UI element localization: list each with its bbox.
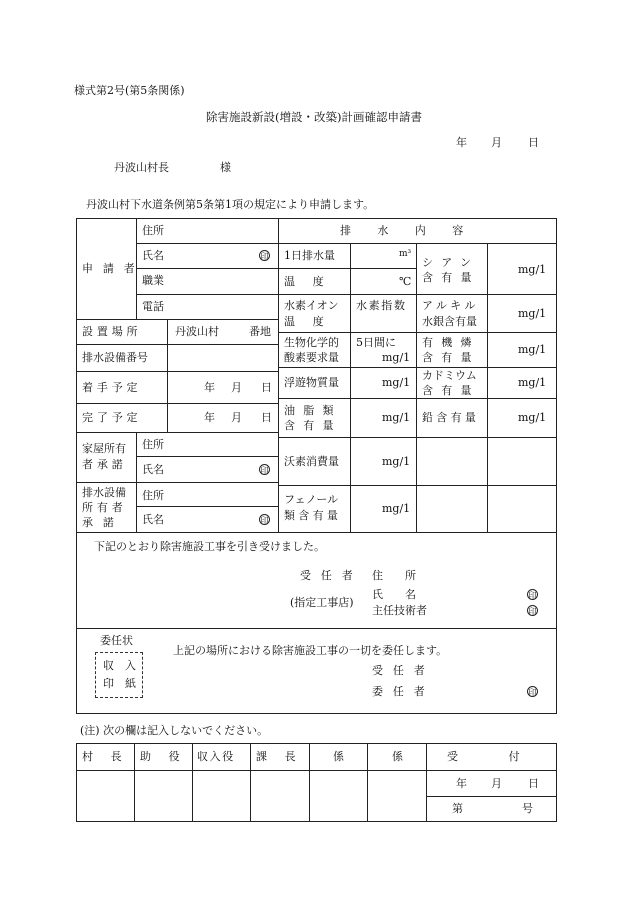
proxy-statement: 上記の場所における除害施設工事の一切を委任します。: [173, 644, 448, 657]
finish-month: 月: [231, 411, 242, 424]
phenol-label-2: 類含有量: [284, 509, 342, 522]
applicant-seal-icon: 印: [260, 252, 269, 261]
temperature-label: 温度: [284, 275, 342, 288]
house-owner-address-label: 住所: [142, 438, 164, 451]
contractor-receiver-label: 受任者: [300, 569, 363, 582]
cad-unit: mg/1: [518, 376, 547, 389]
reception-year: 年: [456, 777, 467, 790]
reception-month: 月: [491, 777, 502, 790]
revenue-stamp-label-2: 印紙: [103, 677, 147, 690]
phos-label-1: 有機燐: [422, 336, 480, 349]
start-label: 着手予定: [82, 381, 142, 394]
ph-label-2: 温度: [284, 315, 342, 328]
delegator-seal-icon: 印: [528, 688, 537, 697]
house-owner-name-label: 氏名: [142, 463, 164, 476]
alkyl-label-1: アルキル: [422, 299, 479, 312]
finish-year: 年: [204, 411, 215, 424]
equip-owner-address-label: 住所: [142, 489, 164, 502]
equipment-number-label: 排水設備番号: [82, 351, 148, 364]
applicant-occupation-label: 職業: [142, 274, 164, 287]
phos-unit: mg/1: [518, 343, 547, 356]
oil-label-2: 含有量: [284, 419, 342, 432]
start-month: 月: [231, 381, 242, 394]
oil-label-1: 油脂類: [284, 404, 342, 417]
lead-label: 鉛含有量: [422, 411, 480, 424]
cad-label-1: カドミウム: [422, 369, 477, 382]
reception-number-suffix: 号: [522, 802, 533, 815]
proxy-receiver-label: 受任者: [372, 664, 435, 677]
daily-volume-unit: m³: [399, 249, 412, 259]
start-year: 年: [204, 381, 215, 394]
ss-label: 浮遊物質量: [284, 376, 339, 389]
applicant-address-label: 住所: [142, 224, 164, 237]
location-label: 設置場所: [82, 325, 142, 338]
header-day: 日: [528, 136, 539, 149]
bod-label-2: 酸素要求量: [284, 351, 339, 364]
header-month: 月: [491, 136, 502, 149]
office-header-staff-2: 係: [392, 750, 403, 763]
office-header-staff-1: 係: [333, 750, 344, 763]
equip-owner-label-1: 排水設備: [82, 486, 126, 499]
equip-owner-label-2: 所有者: [82, 501, 127, 514]
phenol-unit: mg/1: [382, 502, 411, 515]
phenol-label-1: フェノール: [284, 493, 339, 506]
chief-engineer-seal-icon: 印: [528, 607, 537, 616]
location-village: 丹波山村: [175, 325, 219, 338]
contractor-seal-icon: 印: [528, 591, 537, 600]
alkyl-label-2: 水銀含有量: [422, 315, 477, 328]
reception-day: 日: [528, 777, 539, 790]
proxy-title: 委任状: [100, 634, 133, 647]
equip-owner-name-label: 氏名: [142, 513, 164, 526]
honorific: 様: [220, 161, 231, 174]
office-header-reception: 受付: [447, 750, 571, 763]
office-header-mayor: 村長: [82, 750, 140, 763]
bod-note: 5日間に: [356, 336, 396, 349]
ph-value-label: 水素指数: [356, 299, 407, 312]
office-header-section-chief: 課長: [256, 750, 314, 763]
nitrogen-unit: mg/1: [382, 455, 411, 468]
house-owner-label-2: 者承諾: [82, 458, 127, 471]
finish-label: 完了予定: [82, 411, 142, 424]
cyan-unit: mg/1: [518, 263, 547, 276]
equip-owner-seal-icon: 印: [260, 516, 269, 525]
alkyl-unit: mg/1: [518, 307, 547, 320]
ph-label-1: 水素イオン: [284, 299, 339, 312]
lead-unit: mg/1: [518, 411, 547, 424]
header-year: 年: [456, 136, 467, 149]
cyan-label-2: 含有量: [422, 271, 480, 284]
addressee: 丹波山村長: [114, 161, 169, 174]
house-owner-seal-icon: 印: [260, 466, 269, 475]
house-owner-label-1: 家屋所有: [82, 442, 126, 455]
reception-number-label: 第: [452, 802, 463, 815]
intro-text: 丹波山村下水道条例第5条第1項の規定により申請します。: [86, 198, 375, 211]
bod-label-1: 生物化学的: [284, 336, 339, 349]
temperature-unit: ℃: [399, 275, 412, 288]
revenue-stamp-label-1: 収入: [103, 659, 147, 672]
finish-day: 日: [261, 411, 272, 424]
phos-label-2: 含有量: [422, 351, 480, 364]
form-number: 様式第2号(第5条関係): [74, 84, 185, 97]
designated-contractor-label: (指定工事店): [290, 596, 354, 609]
drainage-header: 排水内容: [340, 224, 490, 237]
location-suffix: 番地: [249, 325, 271, 338]
contractor-address-label: 住所: [372, 569, 438, 582]
ss-unit: mg/1: [382, 376, 411, 389]
applicant-label: 申請者: [82, 262, 145, 275]
oil-unit: mg/1: [382, 411, 411, 424]
office-header-deputy: 助役: [140, 750, 198, 763]
proxy-delegator-label: 委任者: [372, 685, 435, 698]
cyan-label-1: シアン: [422, 256, 480, 269]
chief-engineer-label: 主任技術者: [372, 604, 427, 617]
office-use-note: (注) 次の欄は記入しないでください。: [80, 724, 269, 737]
form-title: 除害施設新設(増設・改築)計画確認申請書: [206, 110, 422, 124]
applicant-name-label: 氏名: [142, 249, 164, 262]
applicant-phone-label: 電話: [142, 300, 164, 313]
contractor-statement: 下記のとおり除害施設工事を引き受けました。: [94, 540, 325, 553]
office-header-treasurer: 収入役: [197, 750, 235, 763]
nitrogen-label: 沃素消費量: [284, 455, 339, 468]
contractor-name-label: 氏名: [372, 588, 438, 601]
bod-unit: mg/1: [382, 351, 411, 364]
daily-volume-label: 1日排水量: [284, 249, 335, 262]
equip-owner-label-3: 承諾: [82, 516, 124, 529]
start-day: 日: [261, 381, 272, 394]
cad-label-2: 含有量: [422, 384, 480, 397]
